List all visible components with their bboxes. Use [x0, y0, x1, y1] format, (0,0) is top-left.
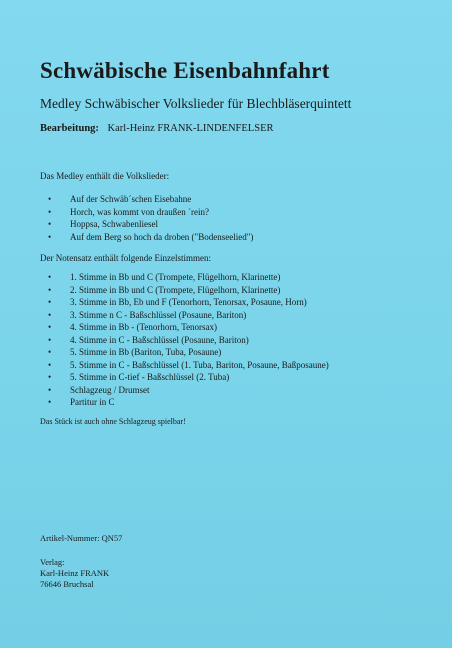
list-item: [40, 296, 329, 309]
bullet-icon: •: [48, 206, 52, 217]
voice-label: 5. Stimme in C - Baßschlüssel (1. Tuba, Bariton, Posaune, Baßposaune): [70, 359, 329, 370]
list-item: [40, 284, 329, 297]
publisher-name: Karl-Heinz FRANK: [40, 568, 110, 578]
list-item: [40, 371, 329, 384]
bullet-icon: •: [48, 219, 52, 229]
bullet-icon: •: [48, 272, 52, 282]
drum-note: Das Stück ist auch ohne Schlagzeug spielbar!: [40, 417, 186, 426]
song-label: Auf dem Berg so hoch da droben ("Bodenseelied"): [70, 231, 254, 242]
arranger-name: Karl-Heinz FRANK-LINDENFELSER: [107, 123, 274, 134]
bullet-icon: •: [48, 231, 52, 242]
bullet-icon: •: [48, 372, 52, 382]
bullet-icon: •: [48, 309, 52, 320]
bullet-icon: •: [48, 297, 52, 307]
bullet-icon: •: [48, 397, 52, 407]
list-item: [40, 359, 329, 372]
songs-intro: Das Medley enthält die Volkslieder:: [40, 171, 170, 181]
bullet-icon: •: [48, 194, 52, 204]
list-item: [40, 206, 253, 219]
list-item: [40, 321, 329, 334]
list-item: [40, 384, 329, 397]
publisher-block: [40, 557, 109, 590]
voices-list: [40, 271, 329, 409]
voice-label: 4. Stimme in C - Baßschlüssel (Posaune, Bariton): [70, 334, 249, 345]
list-item: [40, 346, 329, 359]
list-item: [40, 218, 253, 231]
song-label: Auf der Schwäb´schen Eisebahne: [70, 194, 192, 204]
page-subtitle: Medley Schwäbischer Volkslieder für Blechbläserquintett: [40, 96, 352, 111]
bullet-icon: •: [48, 347, 52, 357]
arranger-label: Bearbeitung:: [40, 123, 99, 134]
bullet-icon: •: [48, 359, 52, 370]
list-item: [40, 334, 329, 347]
bullet-icon: •: [48, 284, 52, 295]
list-item: [40, 396, 329, 409]
voice-label: 5. Stimme in C-tief - Baßschlüssel (2. Tuba): [70, 372, 230, 382]
voice-label: 3. Stimme in Bb, Eb und F (Tenorhorn, Tenorsax, Posaune, Horn): [70, 297, 307, 307]
list-item: [40, 309, 329, 322]
list-item: [40, 231, 253, 244]
bullet-icon: •: [48, 322, 52, 332]
publisher-city: 76646 Bruchsal: [40, 579, 94, 589]
bullet-icon: •: [48, 334, 52, 345]
voice-label: Schlagzeug / Drumset: [70, 384, 150, 395]
list-item: [40, 193, 253, 206]
article-number: Artikel-Nummer: QN57: [40, 533, 123, 543]
voice-label: 2. Stimme in Bb und C (Trompete, Flügelhorn, Klarinette): [70, 284, 281, 295]
voice-label: 4. Stimme in Bb - (Tenorhorn, Tenorsax): [70, 322, 218, 332]
voice-label: 1. Stimme in Bb und C (Trompete, Flügelhorn, Klarinette): [70, 272, 281, 282]
publisher-label: Verlag:: [40, 557, 65, 567]
voice-label: Partitur in C: [70, 397, 115, 407]
voice-label: 5. Stimme in Bb (Bariton, Tuba, Posaune): [70, 347, 222, 357]
page-title: Schwäbische Eisenbahnfahrt: [40, 58, 330, 83]
voices-intro: Der Notensatz enthält folgende Einzelstimmen:: [40, 253, 211, 263]
voice-label: 3. Stimme n C - Baßschlüssel (Posaune, Bariton): [70, 309, 247, 320]
list-item: [40, 271, 329, 284]
song-label: Hoppsa, Schwabenliesel: [70, 219, 158, 229]
bullet-icon: •: [48, 384, 52, 395]
arranger-line: [40, 123, 273, 134]
song-label: Horch, was kommt von draußen ´rein?: [70, 206, 209, 217]
songs-list: [40, 193, 253, 243]
